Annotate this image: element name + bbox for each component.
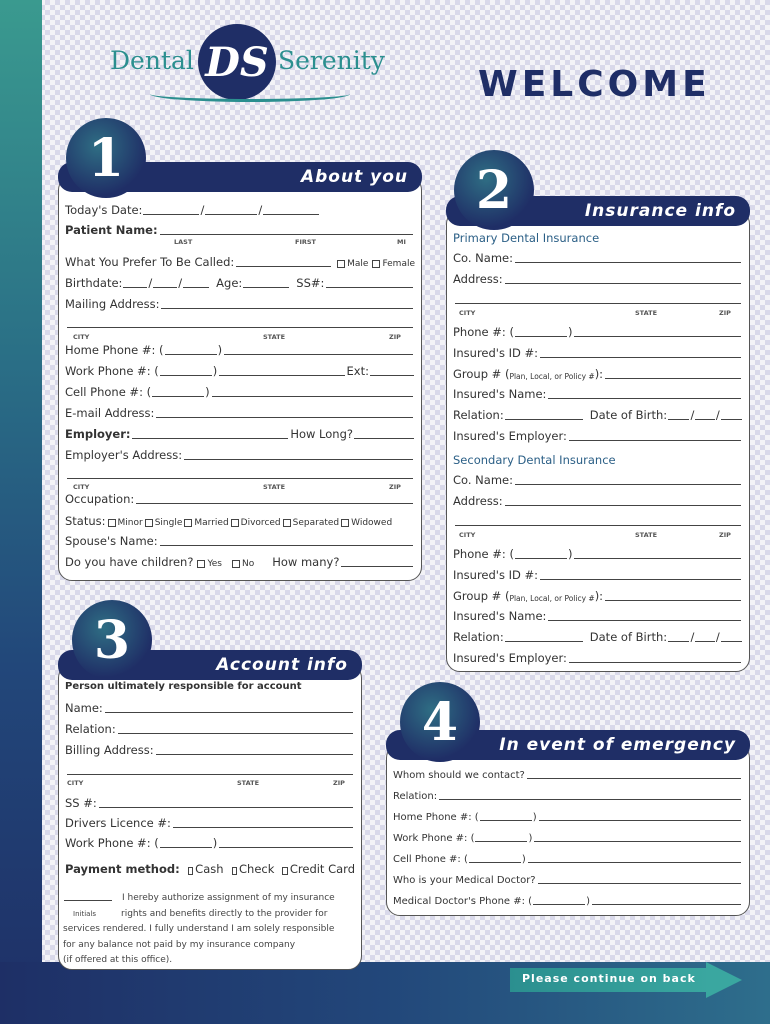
auth-line-5: (if offered at this office). (63, 955, 173, 965)
label-doctor-phone: Medical Doctor's Phone #: ( (393, 896, 533, 907)
label-children: Do you have children? (65, 555, 194, 569)
birth-day-field[interactable] (153, 278, 177, 288)
sub-zip: ZIP (389, 333, 401, 341)
secondary-id-row (447, 568, 749, 582)
sub-zip: ZIP (719, 531, 731, 539)
employer-row (59, 427, 421, 441)
about-you-card (58, 176, 422, 581)
label-separated: Separated (292, 518, 340, 528)
label-licence: Drivers Licence #: (65, 816, 171, 830)
label-co-name: Co. Name: (453, 251, 513, 265)
secondary-insemp-row (447, 651, 749, 665)
emergency-cell-field[interactable] (528, 853, 741, 863)
primary-co-row (447, 251, 749, 265)
label-age: Age: (216, 276, 243, 290)
primary-dob-day[interactable] (695, 410, 715, 420)
email-field[interactable] (156, 408, 413, 418)
label-home-phone: Home Phone #: ( (65, 343, 164, 357)
account-work-field[interactable] (219, 838, 353, 848)
emergency-home-field[interactable] (539, 811, 741, 821)
work-phone-field[interactable] (219, 366, 344, 376)
primary-id-field[interactable] (540, 348, 741, 358)
doctor-field[interactable] (538, 874, 741, 884)
primary-dob-year[interactable] (721, 410, 742, 420)
billing-field[interactable] (156, 745, 353, 755)
label-dob: Date of Birth: (589, 630, 668, 644)
label-insured-name: Insured's Name: (453, 387, 547, 401)
paren: ) (212, 364, 218, 378)
primary-area-field[interactable] (515, 327, 567, 337)
secondary-address-field[interactable] (505, 496, 741, 506)
label-relation: Relation: (453, 630, 504, 644)
emergency-title: In event of emergency (499, 735, 736, 755)
account-ss-field[interactable] (99, 798, 353, 808)
label-phone: Phone #: ( (453, 547, 514, 561)
date-month-field[interactable] (143, 205, 199, 215)
prefer-row (59, 255, 421, 269)
female-checkbox[interactable] (372, 260, 380, 268)
email-row (59, 406, 421, 420)
patient-name-row (59, 223, 421, 237)
secondary-insurance-heading: Secondary Dental Insurance (453, 453, 616, 467)
paren: ) (567, 547, 573, 561)
label-cash: Cash (195, 862, 224, 876)
divorced-checkbox[interactable] (231, 519, 239, 527)
secondary-insname-field[interactable] (548, 611, 741, 621)
section-number-4: 4 (400, 682, 480, 762)
emergency-cell-row (387, 853, 749, 865)
label-widowed: Widowed (351, 518, 393, 528)
secondary-address-line2 (447, 516, 749, 528)
secondary-relation-row: Relation: Date of Birth: / / (447, 630, 749, 644)
spouse-row (59, 534, 421, 548)
label-credit-card: Credit Card (289, 862, 356, 876)
label-group-sub: Plan, Local, or Policy # (509, 594, 595, 603)
label-insured-id: Insured's ID #: (453, 568, 539, 582)
section-number-1: 1 (66, 118, 146, 198)
secondary-dob-year[interactable] (721, 632, 742, 642)
sub-city: CITY (459, 309, 476, 317)
label-relation: Relation: (453, 408, 504, 422)
sub-mi: MI (397, 238, 406, 246)
label-group-end: ): (594, 589, 604, 603)
sub-state: STATE (263, 333, 286, 341)
home-area-field[interactable] (165, 345, 217, 355)
label-insured-employer: Insured's Employer: (453, 429, 567, 443)
separated-checkbox[interactable] (283, 519, 291, 527)
mailing-line2 (59, 318, 421, 330)
label-group: Group # ( (453, 367, 510, 381)
responsible-row (59, 681, 361, 692)
work-area-field[interactable] (160, 366, 212, 376)
primary-address-field[interactable] (505, 274, 741, 284)
secondary-group-field[interactable] (605, 591, 741, 601)
label-address: Address: (453, 272, 503, 286)
licence-field[interactable] (173, 818, 353, 828)
primary-header-row (447, 231, 749, 245)
label-initials: Initials (73, 909, 97, 918)
label-single: Single (154, 518, 183, 528)
doctor-row (387, 874, 749, 886)
secondary-relation-field[interactable] (505, 632, 583, 642)
label-minor: Minor (117, 518, 143, 528)
paren: ) (521, 854, 526, 865)
sub-first: FIRST (295, 238, 316, 246)
label-check: Check (239, 862, 275, 876)
label-work-phone: Work Phone #: ( (393, 833, 475, 844)
primary-insname-field[interactable] (548, 389, 741, 399)
sub-zip: ZIP (333, 779, 345, 787)
primary-co-field[interactable] (515, 253, 741, 263)
dental-serenity-logo (110, 24, 385, 104)
home-phone-row (59, 343, 421, 357)
logo-word-serenity: Serenity (278, 46, 385, 75)
cell-area-field[interactable] (152, 387, 204, 397)
auth-line-2: rights and benefits directly to the provider for (121, 908, 328, 919)
insurance-card (446, 210, 750, 672)
label-employer-address: Employer's Address: (65, 448, 183, 462)
secondary-dob-day[interactable] (695, 632, 715, 642)
date-day-field[interactable] (205, 205, 257, 215)
label-mailing: Mailing Address: (65, 297, 160, 311)
date-year-field[interactable] (263, 205, 319, 215)
label-payment: Payment method: (65, 862, 180, 876)
secondary-id-field[interactable] (540, 570, 741, 580)
billing-line2 (59, 765, 361, 777)
label-today: Today's Date: (65, 203, 143, 217)
account-relation-row (59, 722, 361, 736)
emergency-cell-area[interactable] (469, 853, 521, 863)
label-address: Address: (453, 494, 503, 508)
secondary-address-row (447, 494, 749, 508)
arrow-head-icon (706, 962, 742, 998)
employer-address-field[interactable] (184, 450, 413, 460)
billing-city-field[interactable] (67, 765, 353, 775)
primary-group-row (447, 367, 749, 381)
occupation-row (59, 492, 421, 506)
patient-name-field[interactable] (160, 225, 413, 235)
emergency-work-area[interactable] (475, 832, 527, 842)
work-phone-row (59, 364, 421, 378)
children-row (59, 555, 421, 569)
paren: ) (528, 833, 533, 844)
birth-month-field[interactable] (123, 278, 147, 288)
welcome-heading: WELCOME (478, 64, 711, 105)
primary-group-field[interactable] (605, 369, 741, 379)
paren: ) (586, 896, 590, 907)
logo-swirl (150, 86, 350, 102)
section-number-3: 3 (72, 600, 152, 680)
account-name-row (59, 701, 361, 715)
secondary-group-row (447, 589, 749, 603)
label-relation: Relation: (393, 791, 438, 802)
paren: ) (205, 385, 210, 399)
label-cell-phone: Cell Phone #: ( (65, 385, 152, 399)
label-spouse: Spouse's Name: (65, 534, 158, 548)
label-ext: Ext: (346, 364, 369, 378)
continue-arrow (510, 962, 742, 998)
label-phone: Phone #: ( (453, 325, 514, 339)
sub-state: STATE (635, 531, 658, 539)
sub-city: CITY (73, 333, 90, 341)
label-name: Name: (65, 701, 103, 715)
married-checkbox[interactable] (184, 519, 192, 527)
label-relation: Relation: (65, 722, 116, 736)
check-checkbox[interactable] (232, 867, 237, 875)
secondary-city-field[interactable] (455, 516, 741, 526)
label-group-sub: Plan, Local, or Policy # (509, 372, 595, 381)
label-how-many: How many? (272, 555, 340, 569)
doctor-area-field[interactable] (533, 895, 585, 905)
account-relation-field[interactable] (118, 724, 353, 734)
primary-insemp-field[interactable] (569, 431, 741, 441)
label-male: Male (347, 259, 369, 269)
doctor-phone-field[interactable] (592, 895, 741, 905)
children-no-checkbox[interactable] (232, 560, 240, 568)
doctor-phone-row (387, 895, 749, 907)
label-home-phone: Home Phone #: ( (393, 812, 479, 823)
cell-phone-field[interactable] (212, 387, 413, 397)
credit-card-checkbox[interactable] (282, 867, 287, 875)
label-occupation: Occupation: (65, 492, 135, 506)
sub-state: STATE (263, 483, 286, 491)
paren: ) (567, 325, 573, 339)
primary-id-row (447, 346, 749, 360)
paren: ) (217, 343, 223, 357)
spouse-field[interactable] (160, 536, 413, 546)
primary-relation-field[interactable] (505, 410, 583, 420)
mailing-row (59, 297, 421, 311)
primary-insurance-heading: Primary Dental Insurance (453, 231, 600, 245)
single-checkbox[interactable] (145, 519, 153, 527)
sub-city: CITY (73, 483, 90, 491)
label-work-phone: Work Phone #: ( (65, 364, 159, 378)
primary-address-row (447, 272, 749, 286)
continue-on-back-text: Please continue on back (522, 972, 696, 985)
secondary-area-field[interactable] (515, 549, 567, 559)
secondary-co-row (447, 473, 749, 487)
male-checkbox[interactable] (337, 260, 345, 268)
primary-phone-row (447, 325, 749, 339)
label-cell-phone: Cell Phone #: ( (393, 854, 468, 865)
label-prefer: What You Prefer To Be Called: (65, 255, 235, 269)
sub-state: STATE (237, 779, 260, 787)
about-you-title: About you (300, 167, 408, 187)
label-doctor: Who is your Medical Doctor? (393, 875, 536, 886)
label-how-long: How Long? (290, 427, 353, 441)
primary-city-field[interactable] (455, 294, 741, 304)
employer-address-line2 (59, 469, 421, 481)
label-co-name: Co. Name: (453, 473, 513, 487)
label-no: No (241, 559, 255, 569)
label-status: Status: (65, 514, 106, 528)
secondary-header-row (447, 453, 749, 467)
label-billing: Billing Address: (65, 743, 154, 757)
birth-year-field[interactable] (183, 278, 209, 288)
sub-state: STATE (635, 309, 658, 317)
age-field[interactable] (243, 278, 289, 288)
cell-phone-row (59, 385, 421, 399)
prefer-field[interactable] (236, 257, 331, 267)
emergency-work-field[interactable] (534, 832, 741, 842)
label-insured-employer: Insured's Employer: (453, 651, 567, 665)
emergency-home-area[interactable] (480, 811, 532, 821)
account-info-title: Account info (216, 655, 348, 675)
licence-row (59, 816, 361, 830)
sub-zip: ZIP (719, 309, 731, 317)
how-long-field[interactable] (354, 429, 414, 439)
primary-phone-field[interactable] (574, 327, 741, 337)
label-divorced: Divorced (240, 518, 281, 528)
label-responsible: Person ultimately responsible for account (65, 681, 302, 692)
secondary-co-field[interactable] (515, 475, 741, 485)
primary-relation-row: Relation: Date of Birth: / / (447, 408, 749, 422)
employer-address-row (59, 448, 421, 462)
label-work-phone: Work Phone #: ( (65, 836, 159, 850)
section-number-2: 2 (454, 150, 534, 230)
secondary-phone-row (447, 547, 749, 561)
side-color-bar (0, 0, 42, 1024)
how-many-field[interactable] (341, 557, 413, 567)
logo-monogram: DS (198, 24, 276, 100)
billing-row (59, 743, 361, 757)
label-yes: Yes (207, 559, 222, 569)
label-married: Married (194, 518, 229, 528)
employer-city-field[interactable] (67, 469, 413, 479)
account-ss-row (59, 796, 361, 810)
primary-address-line2 (447, 294, 749, 306)
label-birthdate: Birthdate: (65, 276, 123, 290)
ext-field[interactable] (370, 366, 414, 376)
home-phone-field[interactable] (224, 345, 413, 355)
label-insured-name: Insured's Name: (453, 609, 547, 623)
sub-last: LAST (174, 238, 193, 246)
label-ss: SS#: (296, 276, 325, 290)
label-insured-id: Insured's ID #: (453, 346, 539, 360)
status-row (59, 514, 421, 528)
birthdate-row: Birthdate: / / Age: SS#: (59, 276, 421, 290)
label-dob: Date of Birth: (589, 408, 668, 422)
primary-insname-row (447, 387, 749, 401)
auth-line-1: I hereby authorize assignment of my insurance (122, 893, 335, 903)
account-work-area[interactable] (160, 838, 212, 848)
label-email: E-mail Address: (65, 406, 155, 420)
payment-row (59, 862, 361, 876)
label-patient-name: Patient Name: (65, 223, 158, 237)
primary-insemp-row (447, 429, 749, 443)
emergency-card (386, 744, 750, 916)
todays-date-row: Today's Date: / / (59, 203, 421, 217)
auth-line-3: services rendered. I fully understand I am solely responsible (63, 924, 335, 934)
account-name-field[interactable] (105, 703, 353, 713)
contact-row (387, 769, 749, 781)
paren: ) (212, 836, 218, 850)
insurance-title: Insurance info (584, 201, 736, 221)
widowed-checkbox[interactable] (341, 519, 349, 527)
sub-city: CITY (67, 779, 84, 787)
label-female: Female (382, 259, 415, 269)
primary-dob-month[interactable] (668, 410, 689, 420)
emergency-work-row (387, 832, 749, 844)
occupation-field[interactable] (136, 494, 413, 504)
mailing-city-field[interactable] (67, 318, 413, 328)
secondary-dob-month[interactable] (668, 632, 689, 642)
secondary-insname-row (447, 609, 749, 623)
contact-field[interactable] (527, 769, 741, 779)
secondary-phone-field[interactable] (574, 549, 741, 559)
initials-field[interactable] (64, 891, 112, 901)
account-info-card (58, 664, 362, 970)
label-contact: Whom should we contact? (393, 770, 525, 781)
sub-city: CITY (459, 531, 476, 539)
ss-field[interactable] (326, 278, 413, 288)
cash-checkbox[interactable] (188, 867, 193, 875)
minor-checkbox[interactable] (108, 519, 116, 527)
emergency-relation-row (387, 790, 749, 802)
account-work-row (59, 836, 361, 850)
secondary-insemp-field[interactable] (569, 653, 741, 663)
label-group-end: ): (594, 367, 604, 381)
authorization-text (63, 891, 355, 969)
auth-line-4: for any balance not paid by my insurance company (63, 939, 296, 950)
employer-field[interactable] (132, 429, 288, 439)
label-ss: SS #: (65, 796, 97, 810)
label-employer: Employer: (65, 427, 131, 441)
label-group: Group # ( (453, 589, 510, 603)
mailing-field[interactable] (161, 299, 413, 309)
sub-zip: ZIP (389, 483, 401, 491)
paren: ) (532, 812, 537, 823)
logo-word-dental: Dental (110, 46, 194, 75)
children-yes-checkbox[interactable] (197, 560, 205, 568)
emergency-home-row (387, 811, 749, 823)
emergency-relation-field[interactable] (439, 790, 741, 800)
